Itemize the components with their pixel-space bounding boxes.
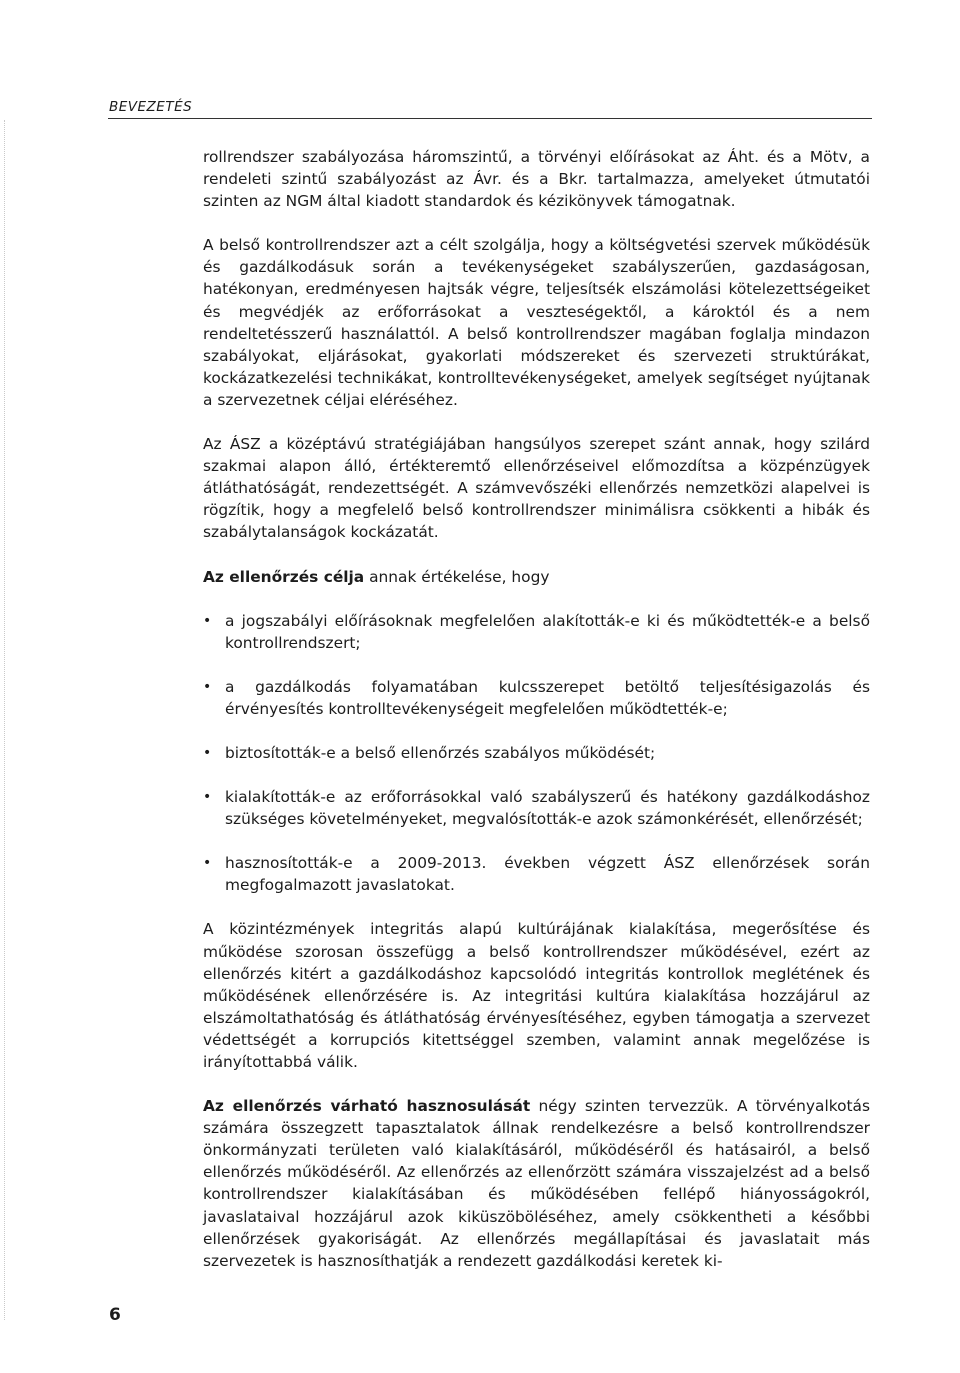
paragraph-expected-utilization (203, 1095, 870, 1272)
list-item (203, 610, 870, 654)
list-item-text: a gazdálkodás folyamatában kulcsszerepet betöltő teljesítésigazolás és érvényesítés kontrolltevékenységeit megfelelően működtették-e; (225, 677, 870, 718)
expected-utilization-heading: Az ellenőrzés várható hasznosulását (203, 1097, 531, 1116)
audit-goal-list (203, 610, 870, 897)
paragraph-integrity-culture: A közintézmények integritás alapú kultúrájának kialakítása, megerősítése és működése szorosan összefügg a belső kontrollrendszer működésével, ezért az ellenőrzés kitért a gazdálkodáshoz kapcsolódó integritás kontrollok meglétének és működésének ellenőrzésére is. Az integritási kultúra kialakítása hozzájárul az elszámoltathatóság és átláthatóság érvényesítéséhez, egyben támogatja a szervezet védettségét a korrupciós kitettséggel szemben, valamint annak megelőzése is irányítottabbá válik. (203, 920, 870, 1071)
audit-goal-heading: Az ellenőrzés célja (203, 567, 365, 586)
scan-margin-edge (4, 120, 6, 1320)
page-body (203, 146, 870, 1272)
audit-goal-text: annak értékelése, hogy (364, 567, 550, 586)
list-item-text: biztosították-e a belső ellenőrzés szabályos működését; (225, 743, 656, 762)
bullet-icon: • (203, 744, 212, 761)
list-item (203, 786, 870, 830)
header-divider (108, 118, 872, 119)
expected-utilization-text: négy szinten tervezzük. A törvényalkotás számára összegzett tapasztalatok állnak rendelkezésre a belső kontrollrendszer önkormányzati területen való kialakításáról, működéséről és hatásairól, a belső ellenőrzés működéséről. Az ellenőrzés az ellenőrzött számára visszajelzést ad a belső kontrollrendszer kialakításában és működésében fellépő hiányosságokról, javaslataival hozzájárul azok kiküszöböléséhez, amely csökkentheti a későbbi ellenőrzések gyakoriságát. Az ellenőrzés megállapításai és javaslatait más szervezetek is hasznosíthatják a rendezett gazdálkodási keretek ki- (203, 1097, 870, 1270)
list-item-text: kialakították-e az erőforrásokkal való szabályszerű és hatékony gazdálkodáshoz szükséges követelményeket, megvalósították-e azok számonkérését, ellenőrzését; (225, 788, 870, 829)
list-item (203, 852, 870, 896)
list-item (203, 742, 870, 764)
paragraph-audit-goal (203, 566, 870, 588)
bullet-icon: • (203, 612, 212, 629)
bullet-icon: • (203, 789, 212, 806)
bullet-icon: • (203, 678, 212, 695)
paragraph-intro-continued: rollrendszer szabályozása háromszintű, a törvényi előírásokat az Áht. és a Mötv, a rendeleti szintű szabályozást az Ávr. és a Bkr. tartalmazza, amelyeket útmutatói szinten az NGM által kiadott standardok és kézikönyvek támogatnak. (203, 148, 870, 211)
page-number: 6 (109, 1305, 121, 1325)
paragraph-internal-control: A belső kontrollrendszer azt a célt szolgálja, hogy a költségvetési szervek működésük és gazdálkodásuk során a tevékenységeket szabályszerűen, gazdaságosan, hatékonyan, eredményesen hajtsák végre, teljesítsék elszámolási kötelezettségeiket és megvédjék az erőforrásokat a veszteségektől, a károktól és a nem rendeltetésszerű használattól. A belső kontrollrendszer magában foglalja mindazon szabályokat, eljárásokat, gyakorlati módszereket és szervezeti struktúrákat, kockázatkezelési technikákat, kontrolltevékenységeket, amelyek segítséget nyújtanak a szervezetnek céljai eléréséhez. (203, 236, 870, 409)
paragraph-asz-strategy: Az ÁSZ a középtávú stratégiájában hangsúlyos szerepet szánt annak, hogy szilárd szakmai alapon álló, értékteremtő ellenőrzéseivel előmozdítsa a közpénzügyek átláthatóságát, rendezettségét. A számvevőszéki ellenőrzés nemzetközi alapelvei is rögzítik, hogy a megfelelő belső kontrollrendszer minimálisra csökkenti a hibák és szabálytalanságok kockázatát. (203, 435, 870, 542)
list-item (203, 676, 870, 720)
list-item-text: hasznosították-e a 2009-2013. években végzett ÁSZ ellenőrzések során megfogalmazott javaslatokat. (225, 854, 870, 895)
section-header: BEVEZETÉS (109, 99, 193, 115)
list-item-text: a jogszabályi előírásoknak megfelelően alakították-e ki és működtették-e a belső kontrollrendszert; (225, 611, 870, 652)
bullet-icon: • (203, 855, 212, 872)
